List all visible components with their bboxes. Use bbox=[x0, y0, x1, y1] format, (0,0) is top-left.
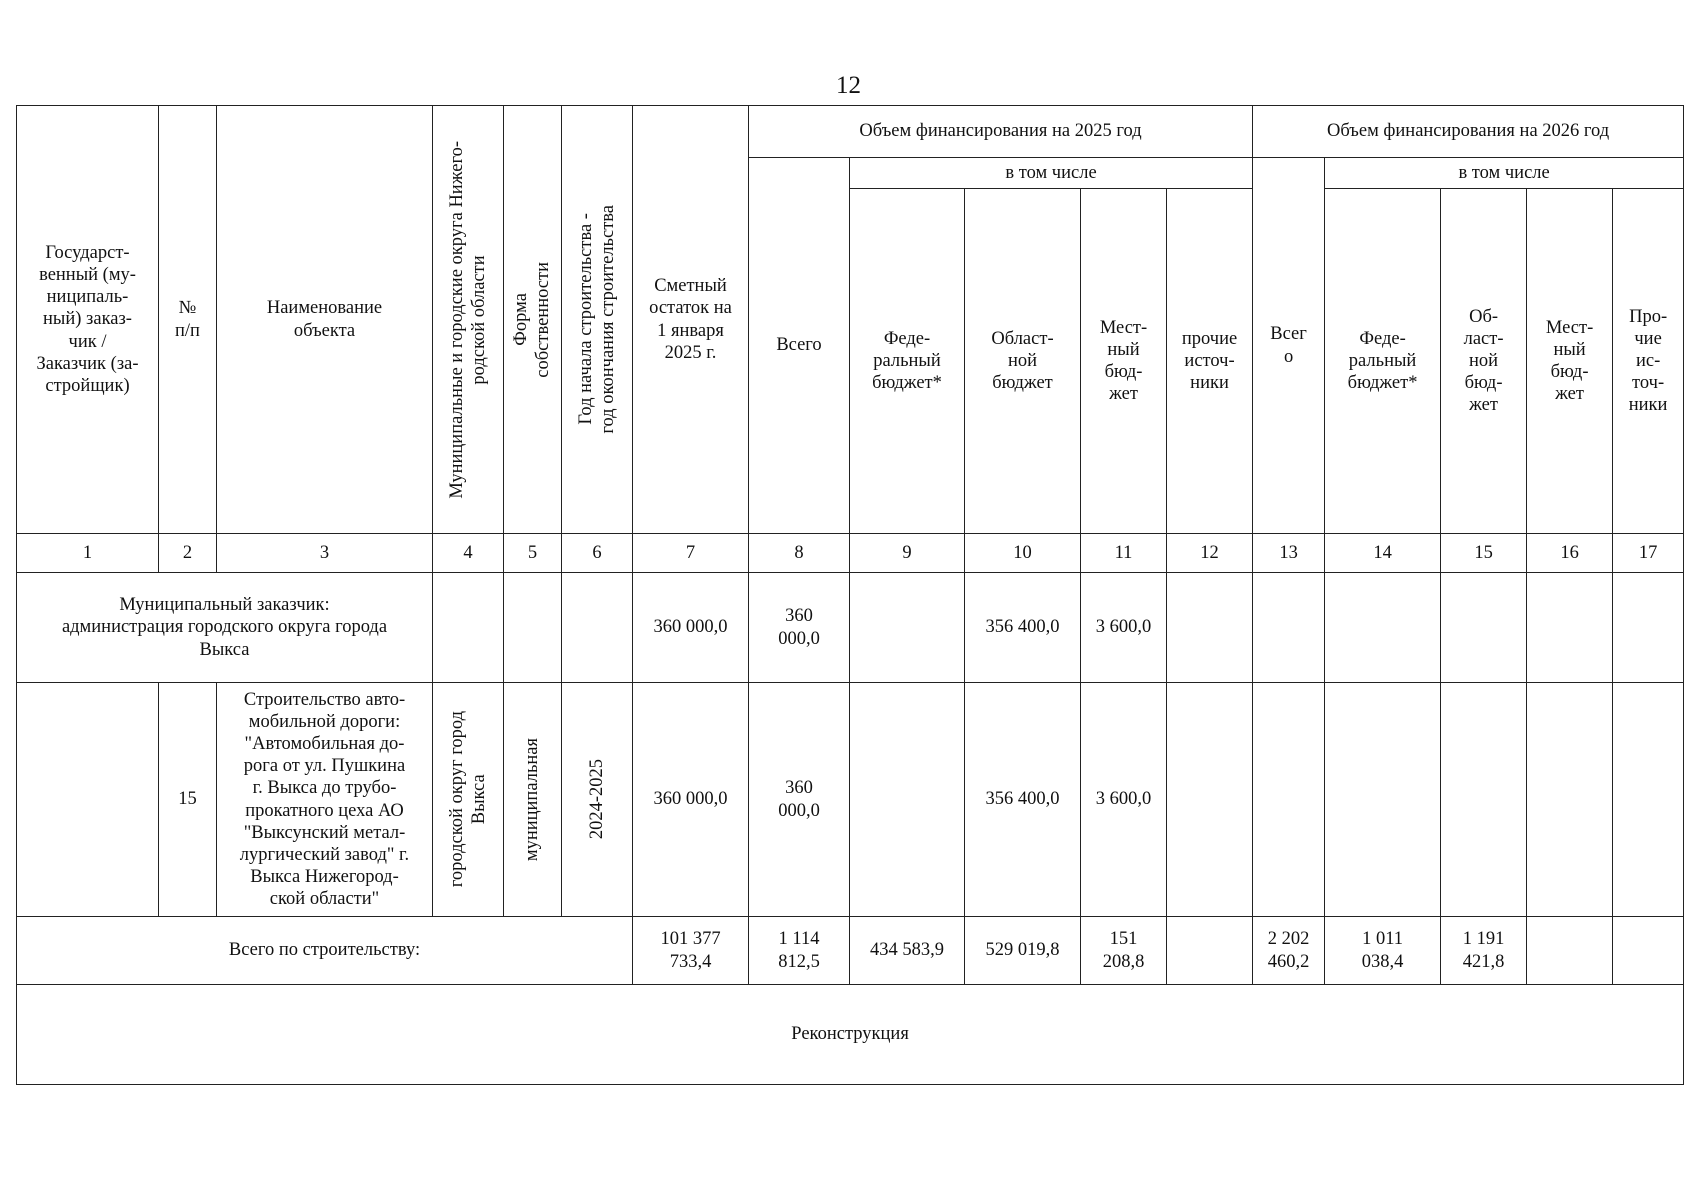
empty-cell bbox=[433, 573, 504, 683]
empty-cell bbox=[504, 573, 562, 683]
total-loc-2025: 151 208,8 bbox=[1081, 917, 1167, 985]
header-reg-2025: Област- ной бюджет bbox=[965, 189, 1081, 534]
col-num: 5 bbox=[504, 534, 562, 573]
col-num: 4 bbox=[433, 534, 504, 573]
empty-cell bbox=[850, 683, 965, 917]
column-numbers-row bbox=[17, 534, 1684, 573]
object-name: Строительство авто- мобильной дороги: "Автомобильная до- рога от ул. Пушкина г. Выкса до трубо- прокатного цеха АО "Выксунский метал- лургический завод" г. Выкса Нижегород- ской области" bbox=[217, 683, 433, 917]
header-oth-2025: прочие источ- ники bbox=[1167, 189, 1253, 534]
total-row bbox=[17, 917, 1684, 985]
page-number: 12 bbox=[836, 72, 861, 99]
header-loc-2025: Мест- ный бюд- жет bbox=[1081, 189, 1167, 534]
customer-reg-2025: 356 400,0 bbox=[965, 573, 1081, 683]
header-fed-2025: Феде- ральный бюджет* bbox=[850, 189, 965, 534]
header-years: Год начала строительства - год окончания строительства bbox=[562, 106, 633, 534]
empty-cell bbox=[1527, 683, 1613, 917]
object-row bbox=[17, 683, 1684, 917]
col-num: 7 bbox=[633, 534, 749, 573]
object-loc-2025: 3 600,0 bbox=[1081, 683, 1167, 917]
header-object-name: Наименование объекта bbox=[217, 106, 433, 534]
section-title: Реконструкция bbox=[17, 985, 1684, 1085]
empty-cell bbox=[1441, 573, 1527, 683]
empty-cell bbox=[1325, 573, 1441, 683]
header-oth-2026: Про- чие ис- точ- ники bbox=[1613, 189, 1684, 534]
header-districts: Муниципальные и городские округа Нижего- родской области bbox=[433, 106, 504, 534]
col-num: 6 bbox=[562, 534, 633, 573]
col-num: 9 bbox=[850, 534, 965, 573]
header-fin-2025: Объем финансирования на 2025 год bbox=[749, 106, 1253, 158]
object-years: 2024-2025 bbox=[562, 683, 633, 917]
empty-cell bbox=[1253, 683, 1325, 917]
header-num: № п/п bbox=[159, 106, 217, 534]
header-incl-2026: в том числе bbox=[1325, 158, 1684, 189]
header-fed-2026: Феде- ральный бюджет* bbox=[1325, 189, 1441, 534]
total-estimate: 101 377 733,4 bbox=[633, 917, 749, 985]
col-num: 10 bbox=[965, 534, 1081, 573]
empty-cell bbox=[1613, 573, 1684, 683]
empty-cell bbox=[1167, 917, 1253, 985]
col-num: 15 bbox=[1441, 534, 1527, 573]
empty-cell bbox=[1613, 917, 1684, 985]
customer-estimate: 360 000,0 bbox=[633, 573, 749, 683]
total-label: Всего по строительству: bbox=[17, 917, 633, 985]
col-num: 13 bbox=[1253, 534, 1325, 573]
header-row-top bbox=[17, 106, 1684, 158]
customer-total-2025: 360 000,0 bbox=[749, 573, 850, 683]
empty-cell bbox=[1167, 683, 1253, 917]
object-total-2025: 360 000,0 bbox=[749, 683, 850, 917]
empty-cell bbox=[1613, 683, 1684, 917]
header-estimate: Сметный остаток на 1 января 2025 г. bbox=[633, 106, 749, 534]
col-num: 3 bbox=[217, 534, 433, 573]
total-fed-2025: 434 583,9 bbox=[850, 917, 965, 985]
col-num: 11 bbox=[1081, 534, 1167, 573]
empty-cell bbox=[17, 683, 159, 917]
empty-cell bbox=[1253, 573, 1325, 683]
total-total-2025: 1 114 812,5 bbox=[749, 917, 850, 985]
col-num: 1 bbox=[17, 534, 159, 573]
header-loc-2026: Мест- ный бюд- жет bbox=[1527, 189, 1613, 534]
object-estimate: 360 000,0 bbox=[633, 683, 749, 917]
total-fed-2026: 1 011 038,4 bbox=[1325, 917, 1441, 985]
total-reg-2026: 1 191 421,8 bbox=[1441, 917, 1527, 985]
empty-cell bbox=[1167, 573, 1253, 683]
customer-label: Муниципальный заказчик: администрация городского округа города Выкса bbox=[17, 573, 433, 683]
total-total-2026: 2 202 460,2 bbox=[1253, 917, 1325, 985]
section-row bbox=[17, 985, 1684, 1085]
header-total-2025: Всего bbox=[749, 158, 850, 534]
col-num: 14 bbox=[1325, 534, 1441, 573]
header-customer: Государст- венный (му- ниципаль- ный) заказ- чик / Заказчик (за- стройщик) bbox=[17, 106, 159, 534]
header-fin-2026: Объем финансирования на 2026 год bbox=[1253, 106, 1684, 158]
financing-table bbox=[16, 105, 1684, 1085]
total-reg-2025: 529 019,8 bbox=[965, 917, 1081, 985]
customer-row bbox=[17, 573, 1684, 683]
header-reg-2026: Об- ласт- ной бюд- жет bbox=[1441, 189, 1527, 534]
col-num: 16 bbox=[1527, 534, 1613, 573]
empty-cell bbox=[850, 573, 965, 683]
col-num: 2 bbox=[159, 534, 217, 573]
object-reg-2025: 356 400,0 bbox=[965, 683, 1081, 917]
empty-cell bbox=[1441, 683, 1527, 917]
empty-cell bbox=[1527, 917, 1613, 985]
object-district: городской округ город Выкса bbox=[433, 683, 504, 917]
object-ownership: муниципальная bbox=[504, 683, 562, 917]
empty-cell bbox=[562, 573, 633, 683]
header-total-2026: Всег о bbox=[1253, 158, 1325, 534]
empty-cell bbox=[1527, 573, 1613, 683]
customer-loc-2025: 3 600,0 bbox=[1081, 573, 1167, 683]
col-num: 17 bbox=[1613, 534, 1684, 573]
header-incl-2025: в том числе bbox=[850, 158, 1253, 189]
header-ownership: Форма собственности bbox=[504, 106, 562, 534]
empty-cell bbox=[1325, 683, 1441, 917]
col-num: 12 bbox=[1167, 534, 1253, 573]
object-num: 15 bbox=[159, 683, 217, 917]
col-num: 8 bbox=[749, 534, 850, 573]
